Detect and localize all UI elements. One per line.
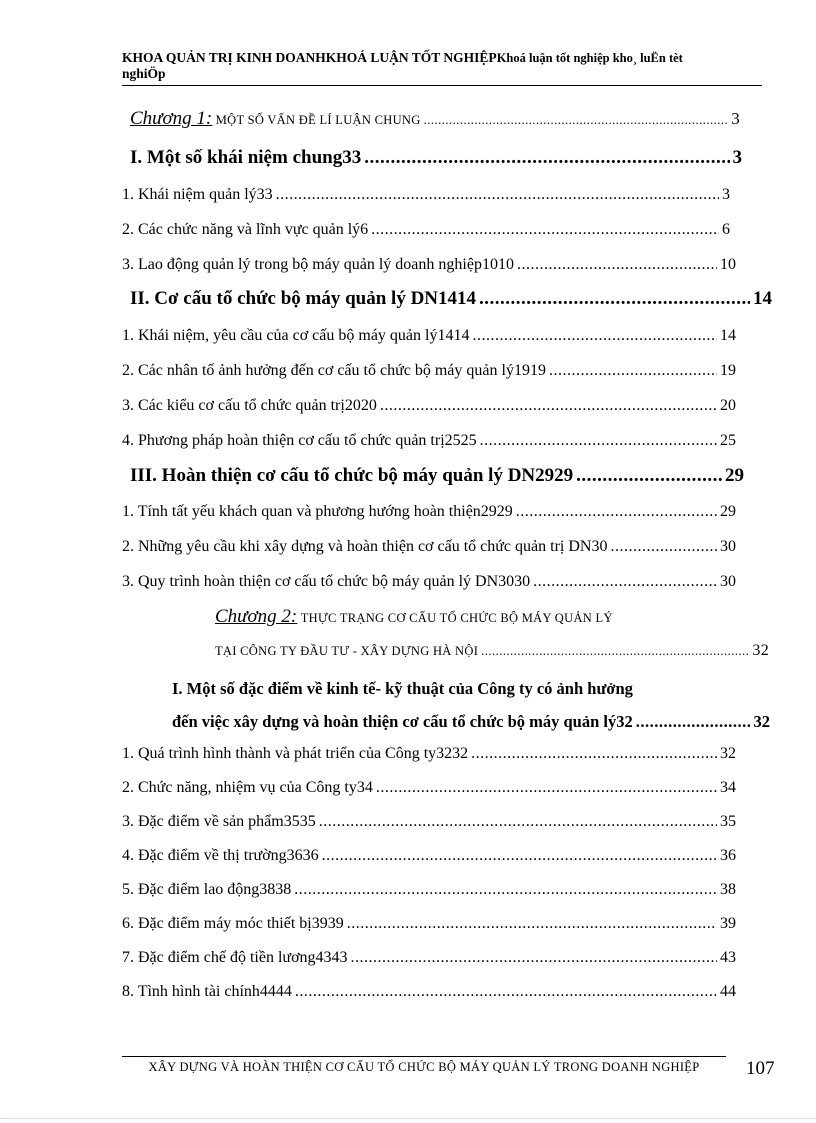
leader-dots [294,881,717,899]
leader-dots [533,573,717,591]
toc-section-1[interactable] [130,147,742,169]
bottom-rule [0,1118,816,1119]
page-footer: XÂY DỰNG VÀ HOÀN THIỆN CƠ CẤU TỔ CHỨC BỘ MÁY QUẢN LÝ TRONG DOANH NGHIỆP [122,1056,726,1075]
toc-item[interactable] [122,745,736,763]
toc-item[interactable] [122,915,736,933]
toc-section-2[interactable] [130,288,772,310]
toc-item[interactable] [122,327,736,345]
toc-section-label: đến việc xây dựng và hoàn thiện cơ cấu tổ chức bộ máy quản lý32 [172,712,633,731]
toc-page-number: 44 [720,983,736,1000]
leader-dots [276,186,719,204]
toc-item[interactable] [122,256,736,274]
toc-item-label: 2. Các chức năng và lĩnh vực quản lý6 [122,221,369,238]
toc-item[interactable] [122,779,736,797]
toc-page-number: 3 [722,186,730,203]
header-line1-small: Khoá luận tốt nghiệp kho¸ luËn tèt [496,51,683,65]
toc-item[interactable] [122,503,736,521]
leader-dots [364,147,729,169]
toc-item-label: 3. Đặc điểm về sản phẩm3535 [122,813,316,830]
leader-dots [576,465,722,487]
leader-dots [636,712,751,732]
toc-item-label: 7. Đặc điểm chế độ tiền lương4343 [122,949,348,966]
toc-item-label: 4. Phương pháp hoàn thiện cơ cấu tổ chức quản trị2525 [122,432,477,449]
toc-page-number: 6 [722,221,730,238]
toc-page-number: 29 [720,503,736,520]
toc-chapter-2-title[interactable] [215,606,613,628]
toc-item-label: 3. Quy trình hoàn thiện cơ cấu tổ chức bộ máy quản lý DN3030 [122,573,531,590]
chapter-2-title-line2: TẠI CÔNG TY ĐẦU TƯ - XÂY DỰNG HÀ NỘI [215,644,479,658]
toc-page-number: 32 [753,712,770,731]
toc-item-label: 2. Chức năng, nhiệm vụ của Công ty34 [122,779,373,796]
leader-dots [479,288,750,310]
toc-item[interactable] [122,221,730,239]
toc-item-label: 1. Tính tất yếu khách quan và phương hướng hoàn thiện2929 [122,503,513,520]
leader-dots [517,256,717,274]
toc-item-label: 3. Lao động quản lý trong bộ máy quản lý doanh nghiệp1010 [122,256,514,273]
toc-item[interactable] [122,186,730,204]
toc-item-label: 8. Tình hình tài chính4444 [122,983,292,1000]
toc-chapter-1[interactable] [130,108,740,130]
toc-item[interactable] [122,432,736,450]
toc-c2-section-1[interactable] [172,712,770,732]
toc-page-number: 14 [720,327,736,344]
toc-section-label: I. Một số khái niệm chung33 [130,147,362,168]
toc-item-label: 2. Những yêu cầu khi xây dựng và hoàn thiện cơ cấu tổ chức quản trị DN30 [122,538,608,555]
toc-page-number: 39 [720,915,736,932]
leader-dots [471,745,717,763]
leader-dots [347,915,717,933]
toc-item-label: 5. Đặc điểm lao động3838 [122,881,292,898]
chapter-1-title: MỘT SỐ VẤN ĐỀ LÍ LUẬN CHUNG [215,113,421,127]
toc-page-number: 10 [720,256,736,273]
leader-dots [380,397,717,415]
toc-page-number: 14 [753,288,772,309]
toc-item[interactable] [122,881,736,899]
toc-item-label: 4. Đặc điểm về thị trường3636 [122,847,319,864]
toc-section-3[interactable] [130,465,744,487]
toc-item[interactable] [122,949,736,967]
chapter-1-word: Chương 1: [130,108,213,129]
toc-page-number: 32 [720,745,736,762]
leader-dots [371,221,719,239]
toc-page-number: 35 [720,813,736,830]
toc-item[interactable] [122,397,736,415]
toc-item[interactable] [122,813,736,831]
toc-item[interactable] [122,538,736,556]
leader-dots [480,432,717,450]
leader-dots [516,503,717,521]
leader-dots [376,779,717,797]
toc-page-number: 30 [720,573,736,590]
leader-dots [295,983,717,1001]
leader-dots [481,644,749,659]
toc-item[interactable] [122,362,736,380]
toc-page-number: 36 [720,847,736,864]
page-header [122,50,762,86]
header-line2: nghiÖp [122,66,166,81]
leader-dots [351,949,717,967]
chapter-2-word: Chương 2: [215,606,298,627]
toc-page-number: 20 [720,397,736,414]
toc-page-number: 3 [732,147,742,168]
toc-section-label: III. Hoàn thiện cơ cấu tổ chức bộ máy quản lý DN2929 [130,465,574,486]
leader-dots [319,813,717,831]
toc-page-number: 3 [731,109,740,128]
toc-item[interactable] [122,983,736,1001]
toc-page-number: 43 [720,949,736,966]
chapter-2-title-line1: THỰC TRẠNG CƠ CẤU TỔ CHỨC BỘ MÁY QUẢN LÝ [300,611,613,625]
toc-item-label: 2. Các nhân tố ảnh hưởng đến cơ cấu tổ chức bộ máy quản lý1919 [122,362,546,379]
toc-page-number: 38 [720,881,736,898]
leader-dots [549,362,717,380]
toc-section-label: II. Cơ cấu tổ chức bộ máy quản lý DN1414 [130,288,477,309]
toc-item-label: 1. Khái niệm quản lý33 [122,186,273,203]
toc-item-label: 1. Khái niệm, yêu cầu của cơ cấu bộ máy quản lý1414 [122,327,470,344]
toc-item[interactable] [122,573,736,591]
leader-dots [322,847,717,865]
toc-page-number: 32 [752,642,769,659]
toc-item-label: 3. Các kiểu cơ cấu tổ chức quản trị2020 [122,397,377,414]
toc-page-number: 25 [720,432,736,449]
page-number: 107 [746,1058,775,1079]
leader-dots [610,538,717,556]
toc-item[interactable] [122,847,736,865]
toc-c2-section-1-line1[interactable]: I. Một số đặc điểm về kinh tế- kỹ thuật của Công ty có ảnh hưởng [172,679,633,698]
toc-page-number: 19 [720,362,736,379]
toc-item-label: 1. Quá trình hình thành và phát triển của Công ty3232 [122,745,469,762]
toc-page-number: 30 [720,538,736,555]
leader-dots [472,327,717,345]
header-line1: KHOA QUẢN TRỊ KINH DOANHKHOÁ LUẬN TỐT NGHIỆP [122,50,497,65]
toc-page-number: 29 [725,465,744,486]
toc-chapter-2[interactable] [215,642,769,660]
toc-item-label: 6. Đặc điểm máy móc thiết bị3939 [122,915,344,932]
toc-page-number: 34 [720,779,736,796]
leader-dots [424,113,729,128]
